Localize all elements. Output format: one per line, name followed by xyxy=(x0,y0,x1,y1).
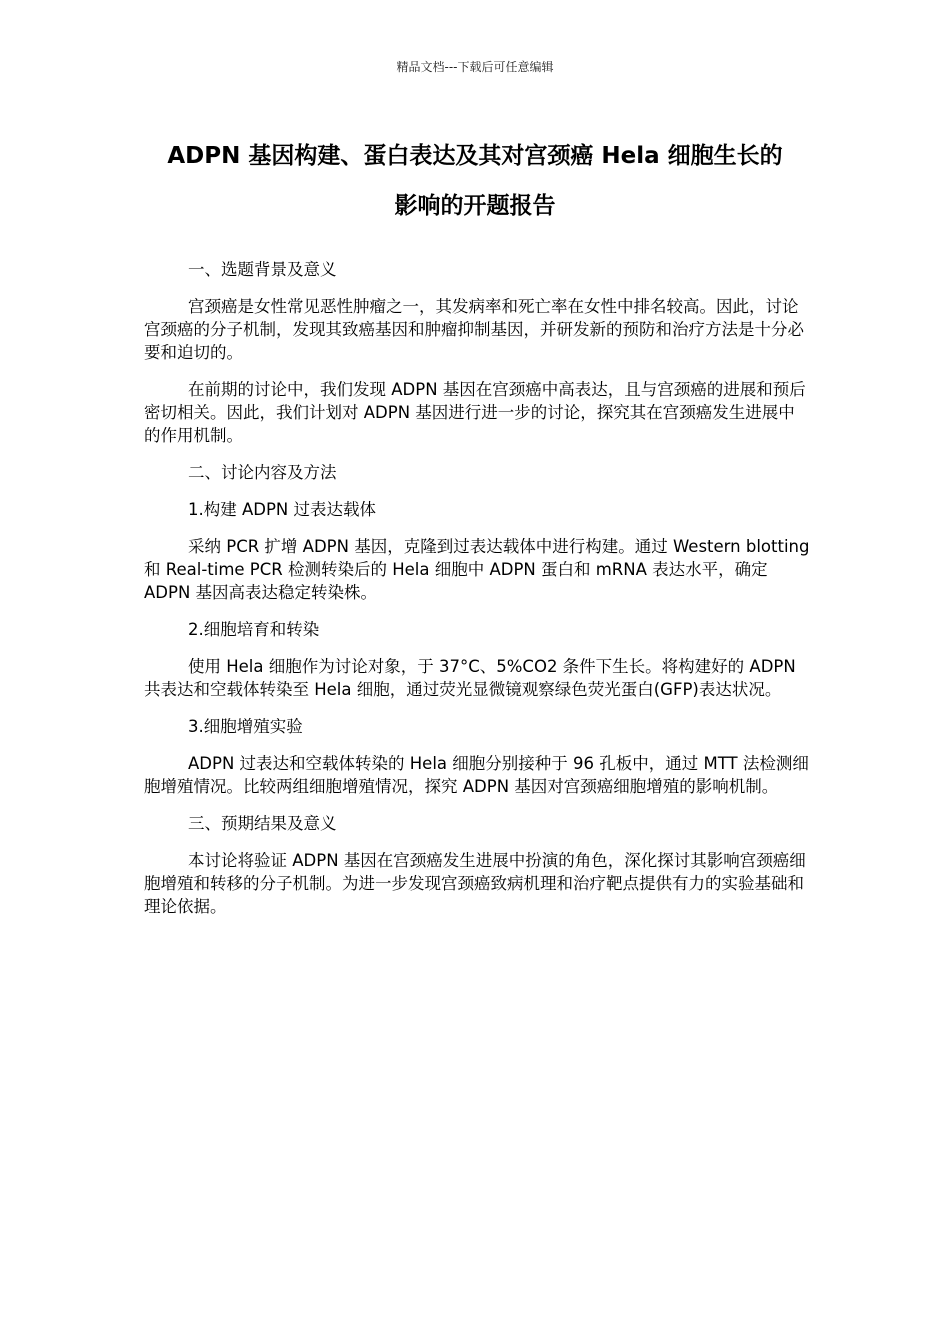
section-heading-expected: 三、预期结果及意义 xyxy=(188,814,337,833)
paragraph-proliferation: ADPN 过表达和空载体转染的 Hela 细胞分别接种于 96 孔板中，通过 MTT 法检测细胞增殖情况。比较两组细胞增殖情况，探究 ADPN 基因对宫颈癌细胞增殖的影响机制。 xyxy=(144,754,809,796)
paragraph-culture: 使用 Hela 细胞作为讨论对象，于 37°C、5%CO2 条件下生长。将构建好的 ADPN 共表达和空载体转染至 Hela 细胞，通过荧光显微镜观察绿色荧光蛋白(GFP)表达状况。 xyxy=(144,657,796,699)
paragraph-background-2: 在前期的讨论中，我们发现 ADPN 基因在宫颈癌中高表达，且与宫颈癌的进展和预后密切相关。因此，我们计划对 ADPN 基因进行进一步的讨论，探究其在宫颈癌发生进展中的作用机制。 xyxy=(144,380,806,445)
section-heading-methods: 二、讨论内容及方法 xyxy=(188,463,337,482)
title-line-1: ADPN 基因构建、蛋白表达及其对宫颈癌 Hela 细胞生长的 xyxy=(167,143,783,169)
subheading-culture: 2.细胞培育和转染 xyxy=(188,620,320,639)
section-heading-background: 一、选题背景及意义 xyxy=(188,260,337,279)
title-line-2: 影响的开题报告 xyxy=(394,193,556,219)
header-note: 精品文档---下载后可任意编辑 xyxy=(396,60,554,74)
paragraph-expected: 本讨论将验证 ADPN 基因在宫颈癌发生进展中扮演的角色，深化探讨其影响宫颈癌细胞增殖和转移的分子机制。为进一步发现宫颈癌致病机理和治疗靶点提供有力的实验基础和理论依据。 xyxy=(144,851,806,916)
page-title xyxy=(120,131,830,231)
document-body xyxy=(144,258,810,932)
paragraph-background-1: 宫颈癌是女性常见恶性肿瘤之一，其发病率和死亡率在女性中排名较高。因此，讨论宫颈癌的分子机制，发现其致癌基因和肿瘤抑制基因，并研发新的预防和治疗方法是十分必要和迫切的。 xyxy=(144,297,804,362)
subheading-vector: 1.构建 ADPN 过表达载体 xyxy=(188,500,377,519)
paragraph-vector: 采纳 PCR 扩增 ADPN 基因，克隆到过表达载体中进行构建。通过 Western blotting 和 Real-time PCR 检测转染后的 Hela 细胞中 ADPN 蛋白和 mRNA 表达水平，确定 ADPN 基因高表达稳定转染株。 xyxy=(144,537,810,602)
subheading-proliferation: 3.细胞增殖实验 xyxy=(188,717,303,736)
